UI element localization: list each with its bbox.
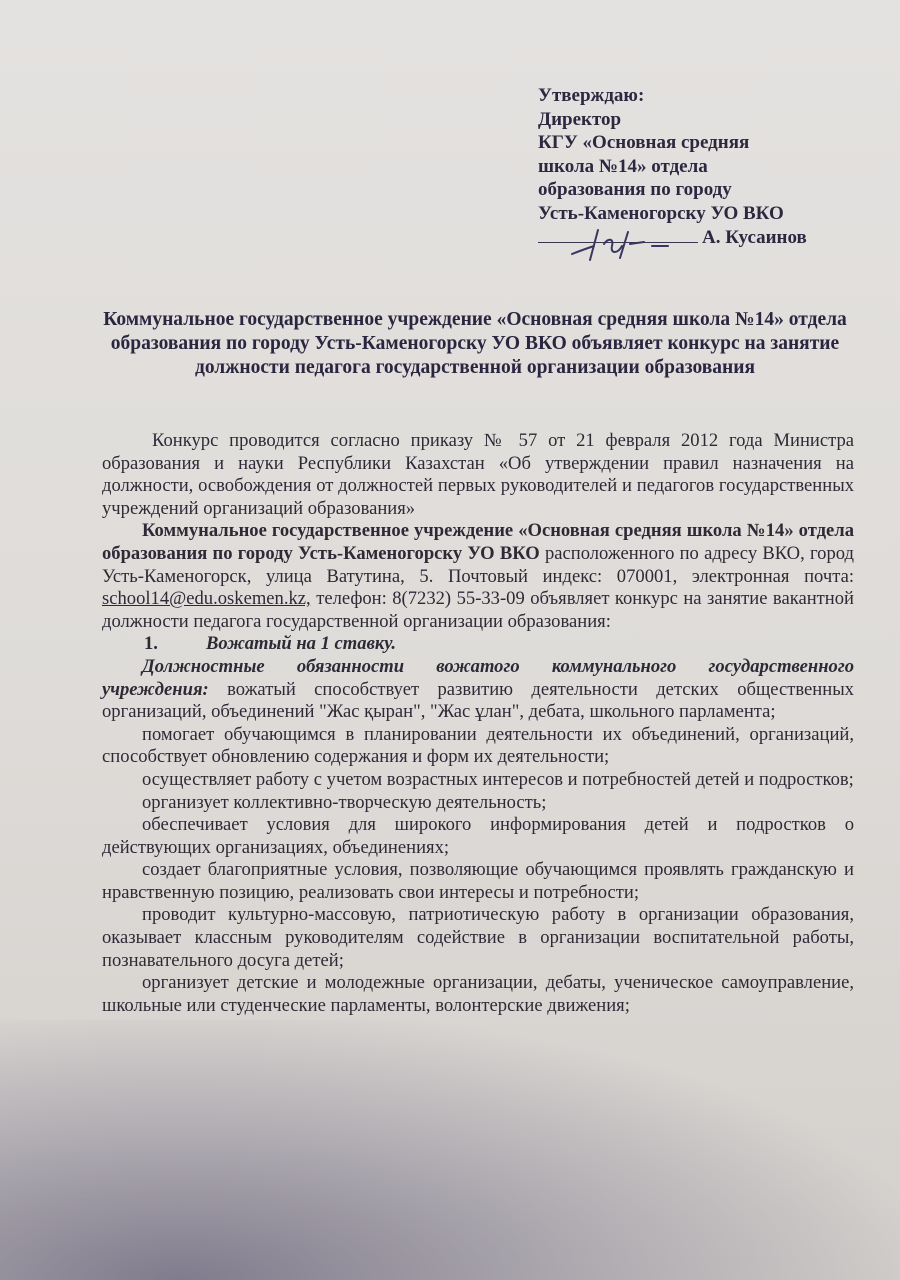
organization-announcement: телефон: 8(7232) 55-33-09 объявляет конкурс на занятие вакантной должности педагога государственной организации образования: (102, 588, 854, 632)
duty-item: помогает обучающимся в планировании деятельности их объединений, организаций, способствует обновлению содержания и форм их деятельности; (102, 723, 854, 768)
intro-paragraph: Конкурс проводится согласно приказу № 57 от 21 февраля 2012 года Министра образования и науки Республики Казахстан «Об утверждении правил назначения на должности, освобождения от должностей первых руководителей и педагогов государственных учреждений организаций образования» (102, 430, 854, 519)
approval-line: образования по городу (538, 179, 732, 201)
duties-paragraph (102, 656, 854, 724)
signature-line (538, 226, 807, 250)
duty-item: обеспечивает условия для широкого информирования детей и подростков о действующих организациях, объединениях; (102, 814, 854, 858)
duty-item: организует детские и молодежные организации, дебаты, ученическое самоуправление, школьные или студенческие парламенты, волонтерские движения; (102, 972, 854, 1016)
duty-item: организует коллективно-творческую деятельность; (142, 791, 547, 813)
duty-item: проводит культурно-массовую, патриотическую работу в организации образования, оказывает классным руководителям содействие в организации воспитательной работы, познавательного досуга детей; (102, 904, 854, 971)
handwritten-signature (568, 224, 678, 264)
vacancy-number: 1. (144, 633, 158, 655)
approval-line: Утверждаю: (538, 85, 645, 106)
vacancy-title: Вожатый на 1 ставку. (206, 633, 397, 655)
signer-name: А. Кусаинов (702, 226, 807, 248)
approval-block (538, 84, 807, 249)
duties-title: Должностные обязанности вожатого коммунального государственного учреждения: (102, 655, 854, 700)
email-link[interactable]: school14@edu.oskemen.kz, (102, 588, 311, 610)
approval-line: Усть-Каменогорску УО ВКО (538, 202, 784, 224)
document-heading: Коммунальное государственное учреждение «Основная средняя школа №14» отдела образования по городу Усть-Каменогорску УО ВКО объявляет конкурс на занятие должности педагога государственной организации образования (103, 309, 847, 378)
duty-item: создает благоприятные условия, позволяющие обучающимся проявлять гражданскую и нравственную позицию, реализовать свои интересы и потребности; (102, 859, 854, 903)
organization-address: расположенного по адресу ВКО, город Усть-Каменогорск, улица Ватутина, 5. Почтовый индекс: 070001, электронная почта: (102, 542, 854, 587)
document-body (102, 430, 854, 1017)
duties-first: вожатый способствует развитию деятельности детских общественных организаций, объединений "Жас қыран", "Жас ұлан", дебата, школьного парламента; (102, 678, 854, 723)
approval-line: Директор (538, 108, 622, 130)
organization-name: Коммунальное государственное учреждение «Основная средняя школа №14» отдела образования по городу Усть-Каменогорску УО ВКО (102, 520, 854, 564)
vacancy-item (102, 633, 854, 656)
organization-paragraph (102, 520, 854, 633)
photo-shadow (0, 1020, 900, 1280)
duty-item: осуществляет работу с учетом возрастных интересов и потребностей детей и подростков; (142, 768, 854, 790)
approval-line: КГУ «Основная средняя (538, 132, 750, 154)
signature-underline (538, 242, 698, 243)
approval-line: школа №14» отдела (538, 155, 708, 177)
